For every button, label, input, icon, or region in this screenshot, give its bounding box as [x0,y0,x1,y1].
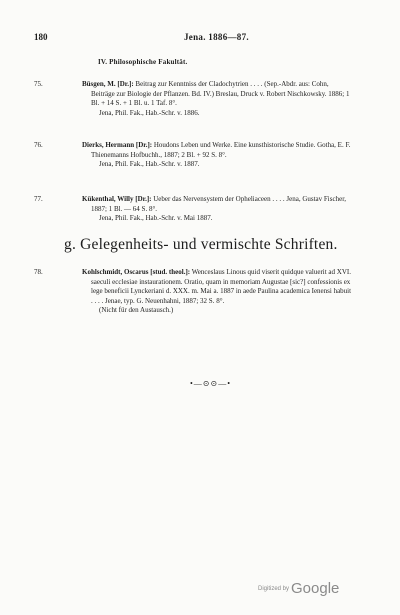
entry-note: (Nicht für den Austausch.) [99,306,174,315]
bibliography-entry [34,195,352,224]
entry-location: Jena, Phil. Fak., Hab.-Schr. v. 1887. [99,160,200,169]
page-header [34,32,352,44]
entry-location: Jena, Phil. Fak., Hab.-Schr. v. Mai 1887. [99,214,213,223]
section-title: g. Gelegenheits- und vermischte Schriften. [64,236,338,253]
bibliography-entry [34,141,352,170]
page-number: 180 [34,32,48,42]
entry-location: Jena, Phil. Fak., Hab.-Schr. v. 1886. [99,108,200,117]
entry-body [82,141,352,160]
entry-author: Dierks, Hermann [Dr.]: [82,141,153,149]
entry-body [82,268,352,306]
entry-author: Kohlschmidt, Oscarus [stud. theol.]: [82,268,191,276]
entry-body [82,195,352,214]
entry-text: Wenceslaus Linous quid viserit quidque valuerit ad XVI. saeculi ecclesiae instaurationem. Oratio, quam in memoriam Augustae [sic?] confessionis ex lege beneficii Lynckeriani d. XXX. m. Mai a. 1887 in aede Paulina academica Ienensi habuit . . . . Jenae, typ. G. Neuenhahni, 1887; 32 S. 8°. [91,268,352,305]
digitized-watermark [258,580,339,598]
bibliography-entry [34,268,352,316]
bibliography-entry [34,80,352,118]
running-title: Jena. 1886—87. [184,32,249,42]
entry-body [82,80,352,109]
entry-text: Ueber das Nervensystem der Opheliaceen . . . . Jena, Gustav Fischer, 1887; 1 Bl. — 64 S. 8°. [91,195,346,213]
entry-text: Beitrag zur Kenntniss der Cladochytrien . . . . (Sep.-Abdr. aus: Cohn, Beiträge zur Biologie der Pflanzen. Bd. IV.) Breslau, Druck v. Robert Nischkowsky. 1886; 1 Bl. + 14 S. + 1 Bl. u. 1 Taf. 8°. [91,80,350,108]
section-heading: IV. Philosophische Fakultät. [98,58,188,66]
google-logo: Google [291,580,340,598]
entry-author: Kükenthal, Willy [Dr.]: [82,195,152,203]
entry-author: Büsgen, M. [Dr.]: [82,80,134,88]
ornament-divider: •—⊙⊙—• [190,379,232,388]
entry-number: 78. [34,268,43,276]
entry-number: 75. [34,80,43,88]
entry-number: 77. [34,195,43,203]
entry-number: 76. [34,141,43,149]
entry-text: Houdons Leben und Werke. Eine kunsthistorische Studie. Gotha, E. F. Thienemanns Hofbuchh., 1887; 2 Bl. + 92 S. 8°. [91,141,351,159]
watermark-prefix: Digitized by [258,585,290,592]
